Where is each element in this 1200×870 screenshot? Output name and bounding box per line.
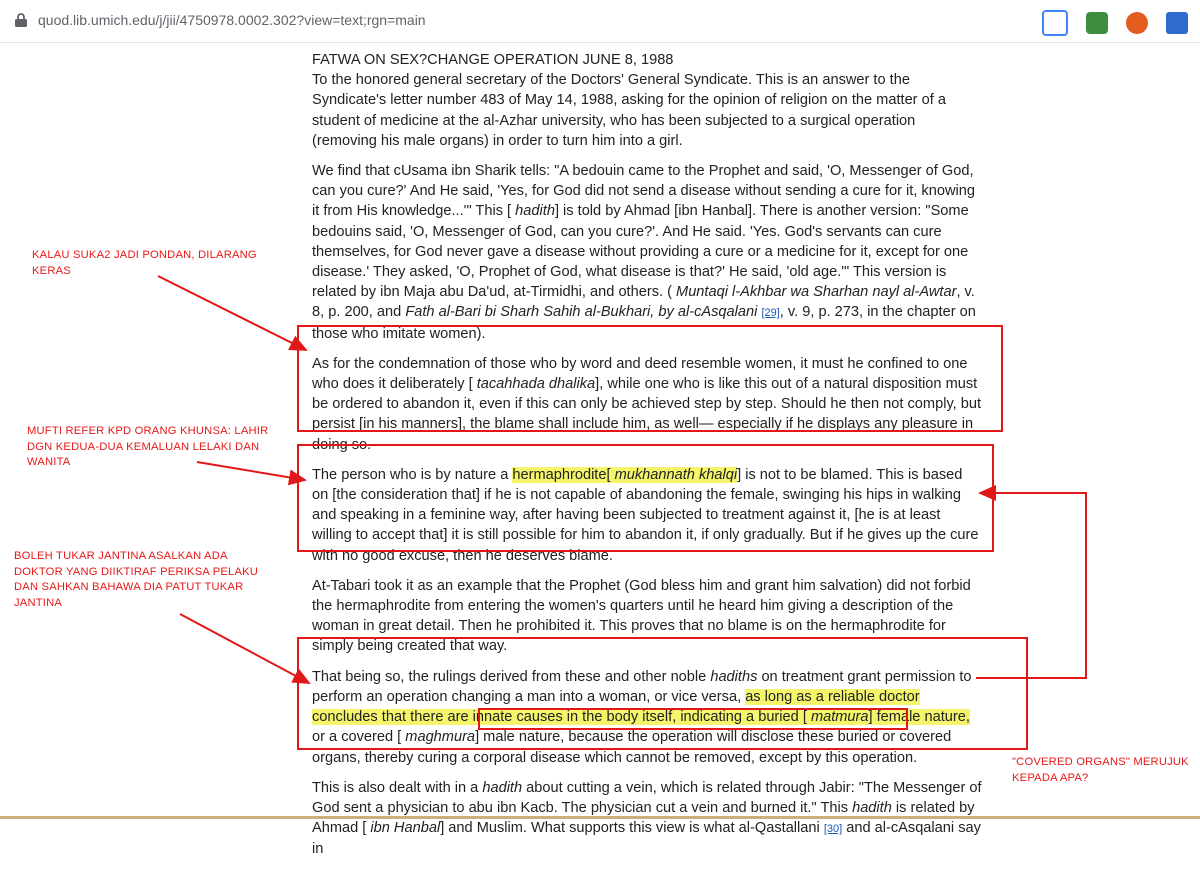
annotation-box-covered-organs [478,708,908,730]
text-span: ] female nature, [868,709,970,726]
italic-citation: Fath al-Bari bi Sharh Sahih al-Bukhari, by al-cAsqalani [405,304,758,321]
extension-green-icon[interactable] [1086,12,1108,34]
paragraph-5: At-Tabari took it as an example that the Prophet (God bless him and grant him salvation) did not forbid the hermaphrodite from entering the women's quarters until he heard him giving a description of the woman in great detail. Then he prohibited it. This proves that no blame is on the hermaphrodite for simply being created that way. [312,577,971,655]
italic-term: maghmura [405,729,476,746]
arrow-note-3 [180,614,309,683]
annotation-box-ruling [297,637,1028,750]
arrow-note-1 [158,276,306,350]
article-title: FATWA ON SEX?CHANGE OPERATION JUNE 8, 1988 [312,52,674,68]
text-span: on treatment grant permission to perform an operation changing a man into a woman, or vice versa, [312,668,972,705]
paragraph-2 [312,161,982,344]
url-text[interactable]: quod.lib.umich.edu/j/jii/4750978.0002.302?view=text;rgn=main [38,12,426,28]
extension-orange-icon[interactable] [1126,12,1148,34]
italic-term: hadith [482,779,523,796]
text-span: ] male nature, because the operation will disclose these buried or covered organs, thereby curing a corporal disease which cannot be removed, except by this operation. [312,729,952,766]
italic-citation: Muntaqi l-Akhbar wa Sharhan nayl al-Awtar [676,284,957,301]
paragraph-1: To the honored general secretary of the Doctors' General Syndicate. This is an answer to the Syndicate's letter number 483 of May 14, 1988, asking for the opinion of religion on the matter of a student of medicine at the al-Azhar university, who has been subjected to a surgical operation (removing his male organs) in order to turn him into a girl. [312,72,946,149]
text-span: We find that cUsama ibn Sharik tells: "A bedouin came to the Prophet and said, 'O, Messenger of God, can you cure?' And He said, 'Yes, for God did not send a disease without sending a cure for it, knowing it from His knowledge...'" This [ [312,163,975,220]
text-span: hermaphrodite[ [512,466,615,483]
url-row[interactable] [14,12,426,28]
lock-icon [14,12,28,28]
text-span: as long as a reliable doctor concludes that there are innate causes in the body itself, indicating a buried [ [312,688,920,726]
italic-term: hadith [515,203,555,220]
text-span: The person who is by nature a [312,466,513,483]
italic-term: mukhannath khalqi [614,466,738,483]
annotation-note-4: "COVERED ORGANS" MERUJUK KEPADA APA? [1012,756,1189,784]
annotation-box-hermaphrodite [297,444,994,552]
italic-term: matmura [810,709,869,726]
text-span: ] is told by Ahmad [ibn Hanbal]. There is another version: "Some bedouins said, 'O, Messenger of God, can you cure?'. And He said. 'Yes. God's servants can cure themselves, for God never gave a disease without providing a cure or a medicine for it, except for one disease.' They asked, 'O, Prophet of God, what disease is that?' He said, 'old age.'" This version is related by ibn Maja abu Da'ud, at-Tirmidhi, and others. ( [312,203,969,301]
annotation-note-2: MUFTI REFER KPD ORANG KHUNSA: LAHIR DGN KEDUA-DUA KEMALUAN LELAKI DAN WANITA [27,425,269,468]
footnote-link-30[interactable]: [30] [823,823,843,836]
footnote-link-29[interactable]: [29] [761,307,780,320]
text-span: ] is not to be blamed. This is based on [the consideration that] if he is not capable of abandoning the female, swinging his hips in walking and speaking in a feminine way, after having been subjected to treatment against it, [he is at least willing to accept that] it is still possible for him to abandon it, if only gradually. But if he gives up the cure with no good excuse, then he deserves blame. [312,466,979,564]
italic-term: hadith [852,799,892,816]
italic-term: tacahhada dhalika [476,376,596,393]
text-span: or a covered [ [312,729,406,746]
bookmark-icon[interactable] [1042,10,1068,36]
text-span: ], while one who is like this out of a natural disposition must be ordered to abandon it, even if this can only be achieved step by step. Should he then not comply, but persist [in his manners], the blame shall include him, as well— especially if he displays any pleasure in doing so. [312,376,982,453]
text-span: , v. 9, p. 273, in the chapter on those who imitate women). [312,304,976,342]
text-span: , v. 8, p. 200, and [312,284,975,321]
text-span: and al-cAsqalani say in [312,820,981,858]
browser-address-bar [0,0,1200,43]
annotation-note-3: BOLEH TUKAR JANTINA ASALKAN ADA DOKTOR YANG DIIKTIRAF PERIKSA PELAKU DAN SAHKAN BAHAWA DIA PATUT TUKAR JANTINA [14,550,259,609]
extension-icons [1042,10,1188,36]
extension-blue-icon[interactable] [1166,12,1188,34]
annotation-box-condemnation [297,325,1003,432]
annotation-note-1: KALAU SUKA2 JADI PONDAN, DILARANG KERAS [32,249,257,277]
text-span: is related by Ahmad [ [312,799,975,837]
text-span: ] and Muslim. What supports this view is what al-Qastallani [440,820,824,837]
text-span: This is also dealt with in a [312,779,483,796]
text-span: about cutting a vein, which is related through Jabir: "The Messenger of God sent a physician to abu ibn Kacb. The physician cut a vein and burned it." This [312,779,982,816]
italic-term: hadiths [710,668,758,685]
text-span: As for the condemnation of those who by word and deed resemble women, it must he confined to one who does it deliberately [ [312,355,968,393]
text-span: That being so, the rulings derived from these and other noble [312,668,711,685]
italic-term: ibn Hanbal [370,820,441,837]
